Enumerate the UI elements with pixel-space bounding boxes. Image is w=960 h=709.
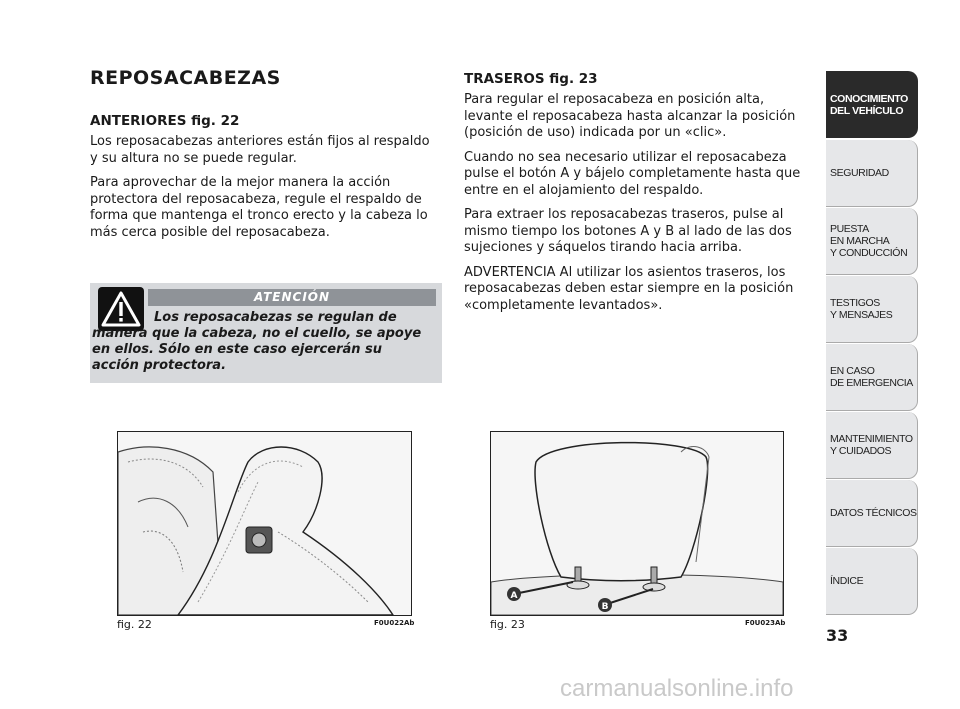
- page-title: REPOSACABEZAS: [90, 67, 281, 89]
- label-b: B: [601, 602, 609, 612]
- rear-headrests-section: [464, 71, 814, 322]
- rear-paragraph: Cuando no sea necesario utilizar el reposacabeza pulse el botón A y bájelo completamente hasta que entre en el alojamiento del respaldo.: [464, 149, 801, 198]
- front-headrest-illustration: [118, 432, 411, 615]
- warning-label: ATENCIÓN: [148, 289, 436, 306]
- rear-paragraph: Para extraer los reposacabezas traseros, pulse al mismo tiempo los botones A y B al lado de las dos sujeciones y sáquelos tirando hacia arriba.: [464, 207, 792, 255]
- figure-rear-headrest: [490, 431, 784, 616]
- fig23-caption: fig. 23: [490, 618, 525, 631]
- tab-puesta-en-marcha[interactable]: PUESTA EN MARCHA Y CONDUCCIÓN: [826, 208, 918, 275]
- tab-indice[interactable]: ÍNDICE: [826, 548, 918, 615]
- fig23-code: F0U023Ab: [745, 619, 786, 627]
- tab-testigos[interactable]: TESTIGOS Y MENSAJES: [826, 276, 918, 343]
- front-headrests-heading: ANTERIORES fig. 22: [90, 113, 240, 129]
- tab-datos-tecnicos[interactable]: DATOS TÉCNICOS: [826, 480, 918, 547]
- tab-seguridad[interactable]: SEGURIDAD: [826, 140, 918, 207]
- label-a: A: [510, 591, 518, 601]
- front-paragraph: Los reposacabezas anteriores están fijos al respaldo y su altura no se puede regular.: [90, 134, 430, 166]
- tab-mantenimiento[interactable]: MANTENIMIENTO Y CUIDADOS: [826, 412, 918, 479]
- rear-headrests-heading: TRASEROS fig. 23: [464, 71, 598, 87]
- page-number: 33: [826, 626, 849, 645]
- figure-front-headrest: [117, 431, 412, 616]
- front-paragraph: Para aprovechar de la mejor manera la acción protectora del reposacabeza, regule el respaldo de forma que mantenga el tronco erecto y la cabeza lo más cerca posible del reposacabeza.: [90, 175, 428, 240]
- fig22-caption: fig. 22: [117, 618, 152, 631]
- warning-text: Los reposacabezas se regulan de manera que la cabeza, no el cuello, se apoye en ellos. Sólo en este caso ejercerán su acción protectora.: [92, 310, 422, 373]
- front-headrests-section: [90, 113, 440, 249]
- rear-paragraph: Para regular el reposacabeza en posición alta, levante el reposacabeza hasta alcanzar la posición (posición de uso) indicada por un «clic».: [464, 92, 796, 140]
- rear-headrest-illustration: [491, 432, 783, 615]
- rear-paragraph: ADVERTENCIA Al utilizar los asientos traseros, los reposacabezas deben estar siempre en la posición «completamente levantados».: [464, 264, 794, 313]
- tab-conocimiento[interactable]: CONOCIMIENTO DEL VEHÍCULO: [826, 71, 918, 138]
- fig22-code: F0U022Ab: [374, 619, 415, 627]
- watermark: carmanualsonline.info: [560, 675, 794, 702]
- tab-emergencia[interactable]: EN CASO DE EMERGENCIA: [826, 344, 918, 411]
